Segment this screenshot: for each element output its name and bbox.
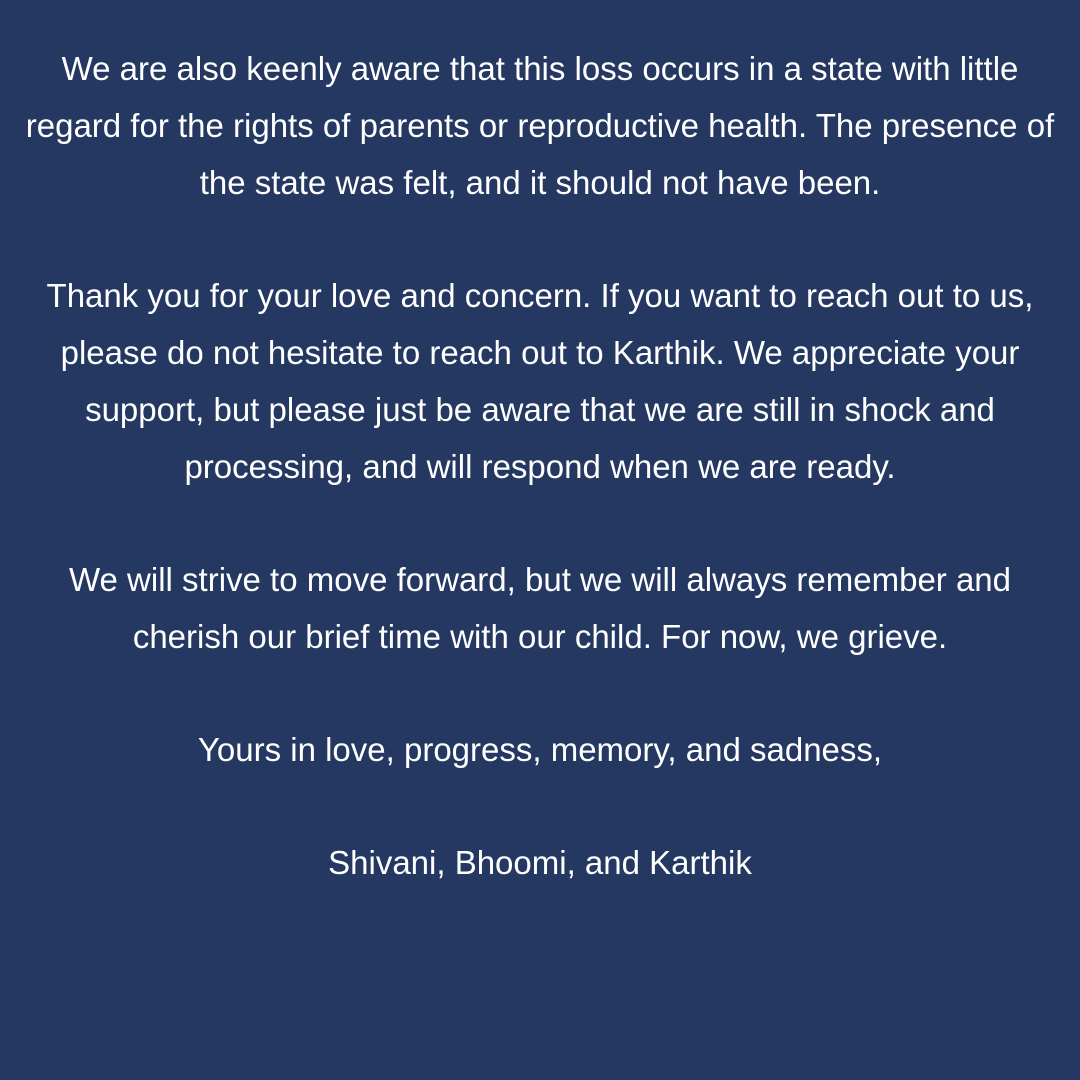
paragraph-thank-you: Thank you for your love and concern. If you want to reach out to us, please do not hesitate to reach out to Karthik. We appreciate your support, but please just be aware that we are still in shock and processing, and will respond when we are ready. <box>46 277 1034 485</box>
paragraph-spacer <box>20 665 1060 721</box>
paragraph-spacer <box>20 211 1060 267</box>
closing-line: Yours in love, progress, memory, and sadness, <box>197 731 883 768</box>
paragraph-spacer <box>20 778 1060 834</box>
paragraph-state-awareness: We are also keenly aware that this loss occurs in a state with little regard for the rights of parents or reproductive health. The presence of the state was felt, and it should not have been. <box>25 50 1055 201</box>
signature-names: Shivani, Bhoomi, and Karthik <box>328 844 752 881</box>
paragraph-moving-forward: We will strive to move forward, but we will always remember and cherish our brief time with our child. For now, we grieve. <box>68 561 1012 655</box>
paragraph-spacer <box>20 495 1060 551</box>
